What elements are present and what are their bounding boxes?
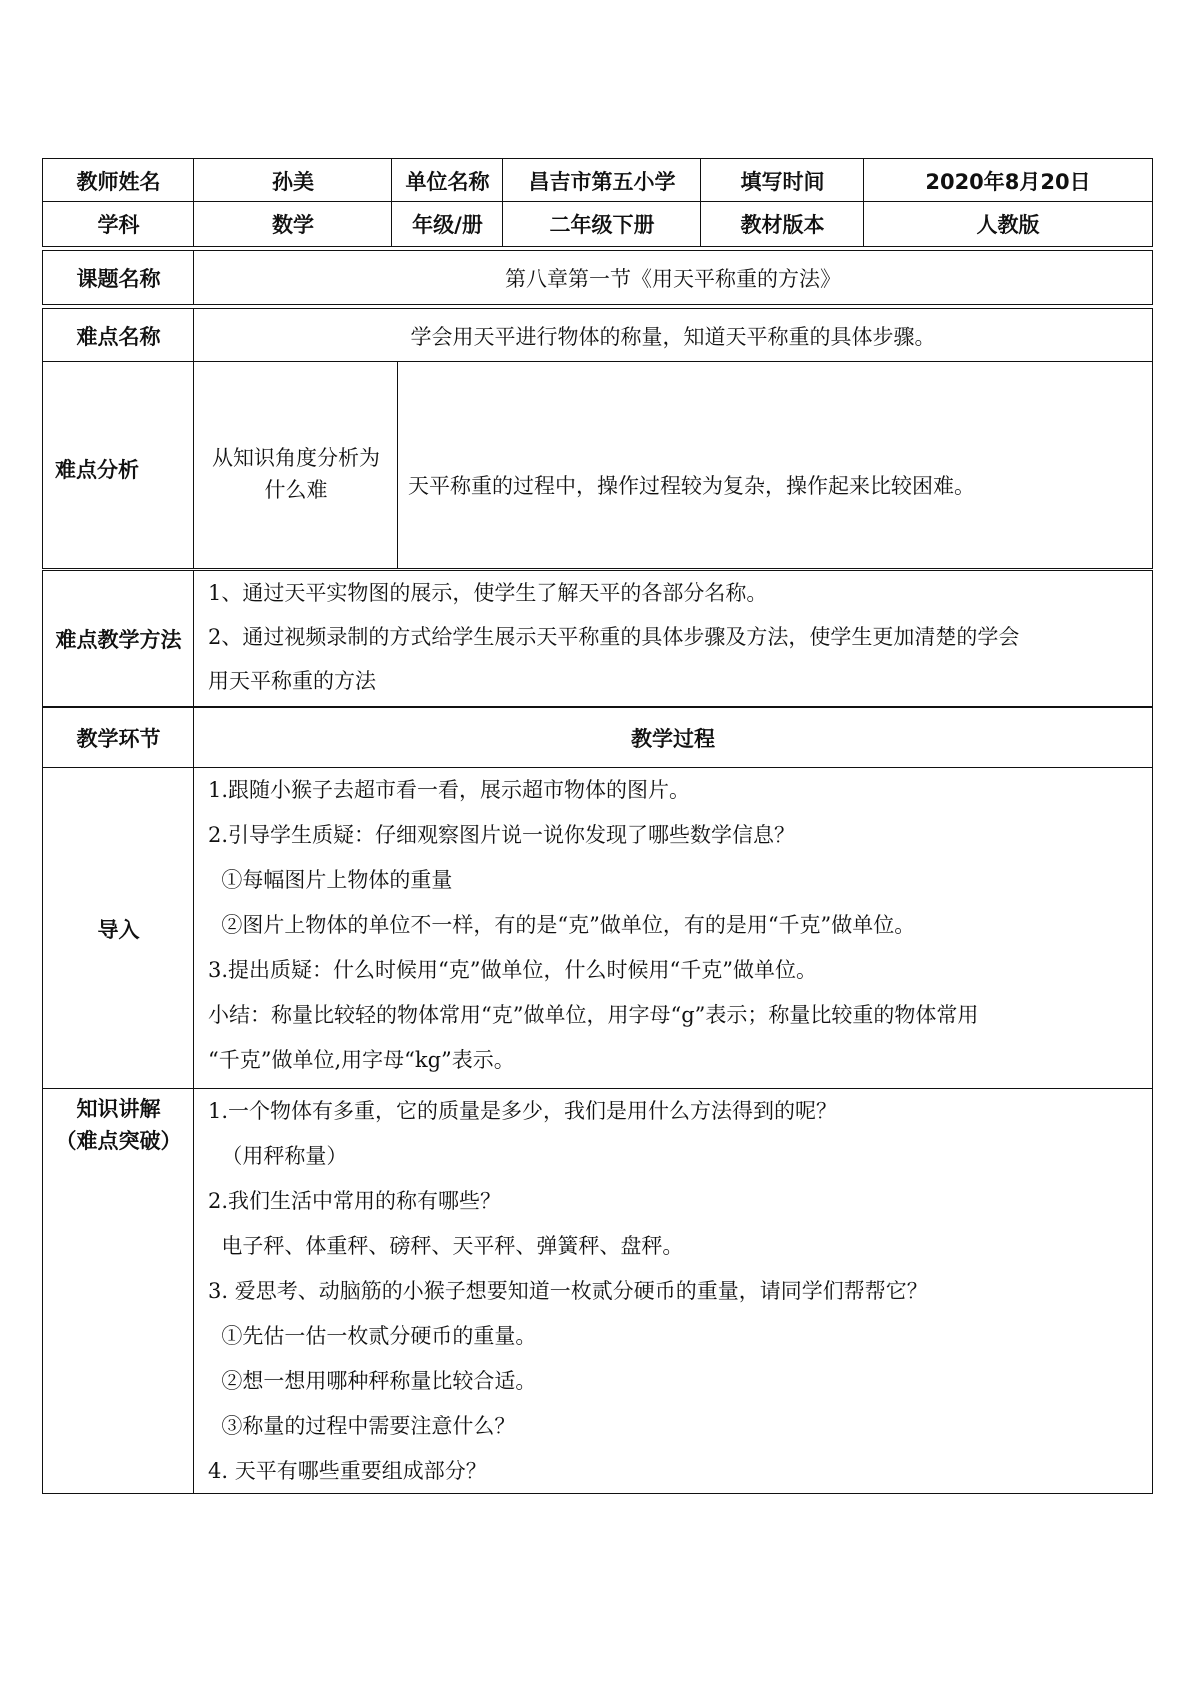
- grade-value: 二年级下册: [502, 201, 702, 247]
- analysis-angle-line-1: 从知识角度分析为: [212, 446, 380, 470]
- intro-label: 导入: [42, 767, 195, 1090]
- intro-line-2: 2.引导学生质疑：仔细观察图片说一说你发现了哪些数学信息？: [208, 823, 796, 847]
- knowledge-line-4: 电子秤、体重秤、磅秤、天平秤、弹簧秤、盘秤。: [208, 1234, 684, 1258]
- knowledge-line-1: 1.一个物体有多重，它的质量是多少，我们是用什么方法得到的呢？: [208, 1099, 838, 1123]
- subject-value: 数学: [193, 201, 393, 247]
- knowledge-line-9: 4. 天平有哪些重要组成部分？: [208, 1459, 487, 1483]
- intro-line-5: 3.提出质疑：什么时候用“克”做单位，什么时候用“千克”做单位。: [208, 958, 817, 982]
- method-line-3: 用天平称重的方法: [208, 669, 376, 693]
- knowledge-label: [42, 1088, 195, 1494]
- analysis-label-text: 难点分析: [55, 458, 139, 482]
- knowledge-line-8: ③称量的过程中需要注意什么？: [208, 1414, 516, 1438]
- fill-date-value: 2020年8月20日: [863, 158, 1153, 203]
- analysis-angle-text: [194, 442, 398, 506]
- intro-line-7: “千克”做单位,用字母“kg”表示。: [208, 1048, 515, 1072]
- unit-name-value: 昌吉市第五小学: [502, 158, 702, 203]
- analysis-angle-cell: [193, 361, 399, 569]
- unit-name-label: 单位名称: [391, 158, 504, 203]
- analysis-value: [397, 361, 1153, 569]
- knowledge-line-7: ②想一想用哪种秤称量比较合适。: [208, 1369, 537, 1393]
- knowledge-label-line-1: 知识讲解: [76, 1097, 161, 1121]
- intro-line-1: 1.跟随小猴子去超市看一看，展示超市物体的图片。: [208, 778, 691, 802]
- teacher-name-label: 教师姓名: [42, 158, 195, 203]
- knowledge-line-2: （用秤称量）: [208, 1144, 348, 1168]
- method-line-2: 2、通过视频录制的方式给学生展示天平称重的具体步骤及方法，使学生更加清楚的学会: [208, 625, 1020, 649]
- knowledge-content: [193, 1088, 1153, 1494]
- analysis-value-text: 天平称重的过程中，操作过程较为复杂，操作起来比较困难。: [408, 474, 975, 498]
- difficulty-value: 学会用天平进行物体的称量，知道天平称重的具体步骤。: [193, 308, 1153, 363]
- grade-label: 年级/册: [391, 201, 504, 247]
- knowledge-line-6: ①先估一估一枚贰分硬币的重量。: [208, 1324, 537, 1348]
- textbook-label: 教材版本: [700, 201, 865, 247]
- fill-date-label: 填写时间: [700, 158, 865, 203]
- topic-value: 第八章第一节《用天平称重的方法》: [193, 250, 1153, 305]
- textbook-value: 人教版: [863, 201, 1153, 247]
- teacher-name-value: 孙美: [193, 158, 393, 203]
- method-content: [193, 570, 1153, 707]
- intro-line-6: 小结：称量比较轻的物体常用“克”做单位，用字母“g”表示；称量比较重的物体常用: [208, 1003, 979, 1027]
- method-label: 难点教学方法: [42, 570, 195, 707]
- process-header: 教学过程: [193, 707, 1153, 769]
- subject-label: 学科: [42, 201, 195, 247]
- intro-content: [193, 767, 1153, 1090]
- difficulty-label: 难点名称: [42, 308, 195, 363]
- analysis-label: [42, 361, 195, 569]
- intro-line-3: ①每幅图片上物体的重量: [208, 868, 453, 892]
- knowledge-line-3: 2.我们生活中常用的称有哪些？: [208, 1189, 502, 1213]
- knowledge-label-line-2: （难点突破）: [55, 1129, 182, 1153]
- stage-header: 教学环节: [42, 707, 195, 769]
- method-line-1: 1、通过天平实物图的展示，使学生了解天平的各部分名称。: [208, 581, 768, 605]
- knowledge-line-5: 3. 爱思考、动脑筋的小猴子想要知道一枚贰分硬币的重量，请同学们帮帮它？: [208, 1279, 928, 1303]
- intro-line-4: ②图片上物体的单位不一样，有的是“克”做单位，有的是用“千克”做单位。: [208, 913, 916, 937]
- topic-label: 课题名称: [42, 250, 195, 305]
- analysis-angle-line-2: 什么难: [264, 478, 328, 502]
